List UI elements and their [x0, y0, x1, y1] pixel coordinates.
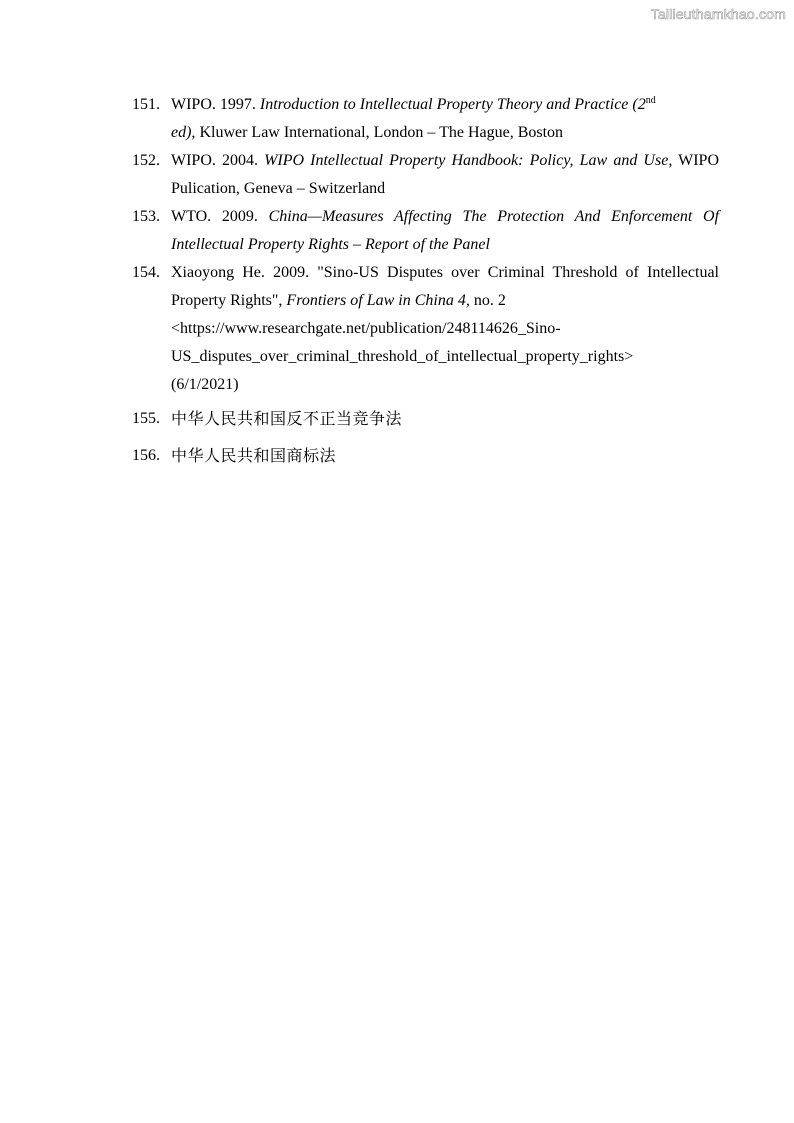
- reference-title: 中华人民共和国商标法: [171, 446, 337, 465]
- reference-title-cont: ed),: [171, 124, 196, 141]
- reference-issue: no. 2: [469, 292, 506, 309]
- reference-item-154: [132, 259, 719, 399]
- reference-number: 154.: [132, 264, 160, 281]
- reference-number: 153.: [132, 208, 160, 225]
- reference-author-year: WIPO. 2004.: [171, 152, 265, 169]
- reference-publisher: , WIPO Pulication, Geneva – Switzerland: [171, 152, 720, 197]
- reference-publisher: Kluwer Law International, London – The Hague, Boston: [195, 124, 564, 141]
- reference-author-year: Xiaoyong He. 2009. "Sino-US Disputes over Criminal Threshold of Intellectual Property Rights",: [171, 264, 719, 309]
- reference-author-year: WTO. 2009.: [171, 208, 269, 225]
- reference-item-156: [132, 442, 719, 471]
- reference-url-line-1[interactable]: <https://www.researchgate.net/publication/248114626_Sino-: [171, 320, 561, 337]
- reference-item-152: [132, 147, 719, 203]
- reference-title-superscript: nd: [645, 95, 656, 106]
- reference-journal: Frontiers of Law in China 4,: [286, 292, 470, 309]
- reference-item-151: [132, 91, 719, 147]
- reference-number: 156.: [132, 447, 160, 464]
- reference-number: 151.: [132, 96, 160, 113]
- reference-list: [132, 91, 719, 479]
- reference-url-line-2[interactable]: US_disputes_over_criminal_threshold_of_intellectual_property_rights>: [171, 348, 634, 365]
- reference-title: WIPO Intellectual Property Handbook: Policy, Law and Use: [264, 152, 669, 169]
- reference-title: Introduction to Intellectual Property Theory and Practice (2: [259, 96, 646, 113]
- reference-author-year: WIPO. 1997.: [171, 96, 260, 113]
- reference-accessed-date: (6/1/2021): [171, 376, 239, 393]
- reference-item-153: [132, 203, 719, 259]
- reference-number: 155.: [132, 410, 160, 427]
- watermark: Tailieuthamkhao.com: [650, 6, 786, 22]
- reference-title: 中华人民共和国反不正当竞争法: [171, 409, 403, 428]
- reference-number: 152.: [132, 152, 160, 169]
- reference-item-155: [132, 405, 719, 434]
- reference-title: China—Measures Affecting The Protection And Enforcement Of Intellectual Property Rights – Report of the Panel: [171, 208, 720, 253]
